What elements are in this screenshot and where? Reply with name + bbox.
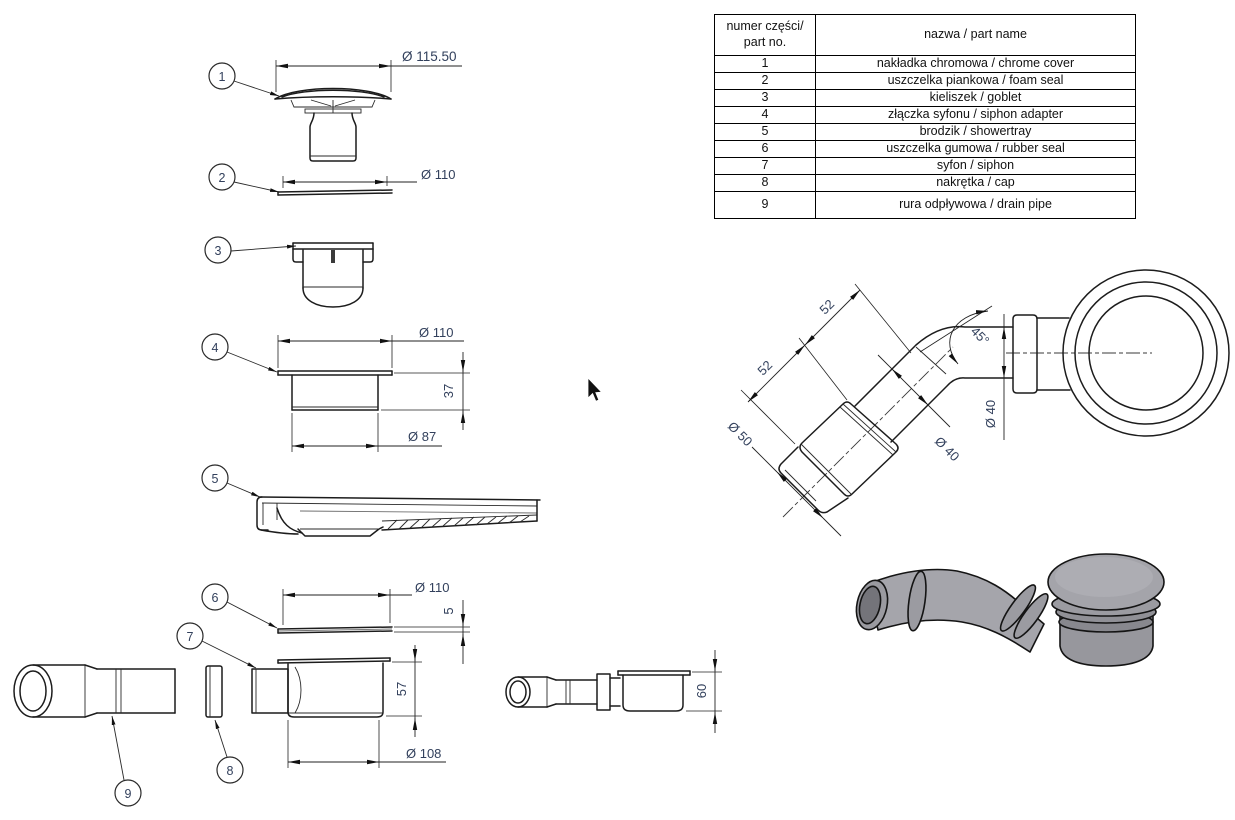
view-part9-drain-pipe <box>14 665 175 806</box>
part-no: 5 <box>715 124 816 141</box>
table-row <box>715 124 1136 141</box>
dim-elbow-pipe-diameter: Ø 40 <box>931 433 963 465</box>
part-name: złączka syfonu / siphon adapter <box>816 107 1136 124</box>
view-part4-siphon-adapter <box>202 325 470 452</box>
dim-adapter-height: 37 <box>441 383 456 399</box>
part-no: 7 <box>715 158 816 175</box>
part-name: nakrętka / cap <box>816 175 1136 192</box>
table-row <box>715 158 1136 175</box>
dim-adapter-top-diameter: Ø 110 <box>419 325 454 340</box>
dim-rubber-seal-diameter: Ø 110 <box>415 580 450 595</box>
dim-rubber-seal-thickness: 5 <box>441 607 456 615</box>
table-row <box>715 175 1136 192</box>
balloon-9-label: 9 <box>124 787 132 801</box>
table-row <box>715 192 1136 219</box>
part-no: 2 <box>715 73 816 90</box>
mouse-cursor <box>588 378 602 401</box>
view-part5-showertray <box>202 465 540 536</box>
balloon-5-label: 5 <box>211 472 219 486</box>
dim-siphon-bottom-diameter: Ø 108 <box>406 746 442 761</box>
header-part-name: nazwa / part name <box>816 15 1136 56</box>
dim-elbow-length-upper: 52 <box>816 296 838 318</box>
dim-adapter-bottom-diameter: Ø 87 <box>408 429 437 444</box>
part-no: 1 <box>715 56 816 73</box>
part-no: 4 <box>715 107 816 124</box>
part-no: 6 <box>715 141 816 158</box>
table-row <box>715 56 1136 73</box>
table-row <box>715 141 1136 158</box>
view-assembly-side <box>506 650 722 733</box>
dim-elbow-inlet-diameter: Ø 50 <box>724 418 756 450</box>
table-row <box>715 73 1136 90</box>
dim-elbow-angle: 45° <box>967 323 993 349</box>
view-part6-rubber-seal <box>202 580 470 664</box>
part-name: rura odpływowa / drain pipe <box>816 192 1136 219</box>
part-name: uszczelka gumowa / rubber seal <box>816 141 1136 158</box>
dim-foam-seal-diameter: Ø 110 <box>421 167 456 182</box>
table-row <box>715 107 1136 124</box>
balloon-7-label: 7 <box>186 630 194 644</box>
balloon-8-label: 8 <box>226 764 234 778</box>
balloon-3-label: 3 <box>214 244 222 258</box>
parts-table-header <box>715 15 1136 56</box>
view-part1-chrome-cover <box>209 49 462 161</box>
part-no: 9 <box>715 192 816 219</box>
dim-assembly-height: 60 <box>694 683 709 699</box>
balloon-6-label: 6 <box>211 591 219 605</box>
view-part2-foam-seal <box>209 164 455 195</box>
balloon-2-label: 2 <box>218 171 226 185</box>
part-name: brodzik / showertray <box>816 124 1136 141</box>
part-no: 3 <box>715 90 816 107</box>
dim-cover-diameter: Ø 115.50 <box>402 49 457 64</box>
view-part8-cap <box>206 666 243 783</box>
part-name: kieliszek / goblet <box>816 90 1136 107</box>
render-3d-siphon <box>852 554 1164 666</box>
part-name: uszczelka piankowa / foam seal <box>816 73 1136 90</box>
balloon-4-label: 4 <box>211 341 219 355</box>
parts-table <box>714 14 1136 219</box>
dim-elbow-outlet-diameter: Ø 40 <box>983 399 998 429</box>
dim-siphon-height: 57 <box>394 681 409 697</box>
view-part3-goblet <box>205 237 373 307</box>
part-no: 8 <box>715 175 816 192</box>
table-row <box>715 90 1136 107</box>
header-part-no: numer części/ part no. <box>715 15 816 56</box>
view-part7-siphon <box>177 623 446 768</box>
part-name: nakładka chromowa / chrome cover <box>816 56 1136 73</box>
balloon-1-label: 1 <box>218 70 226 84</box>
part-name: syfon / siphon <box>816 158 1136 175</box>
dim-elbow-length-lower: 52 <box>754 357 776 379</box>
view-elbow-detail <box>725 270 1229 536</box>
